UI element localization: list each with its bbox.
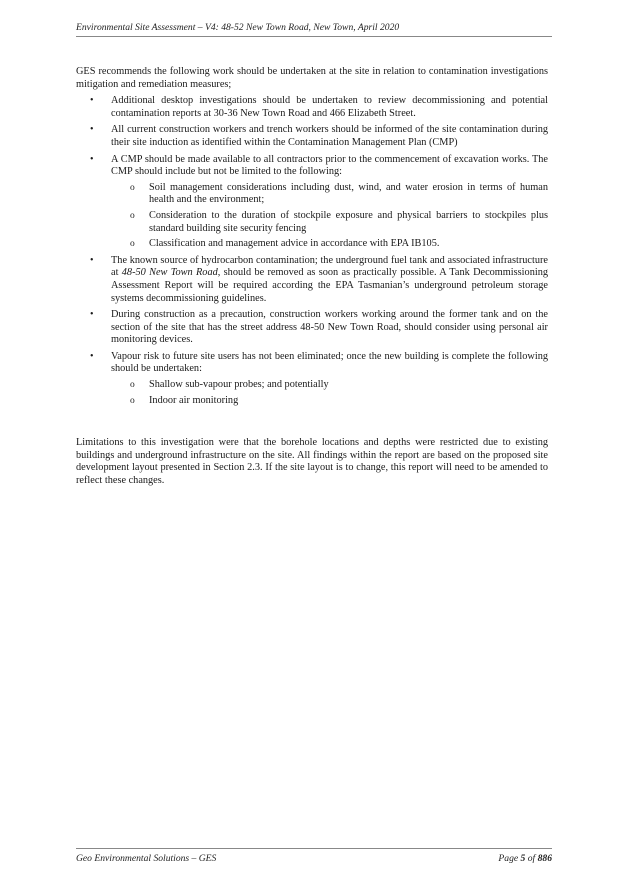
list-item: • All current construction workers and trench workers should be informed of the site contamination during their site induction as identified within the Contamination Management Plan (CMP) [90,124,548,148]
footer-org: Geo Environmental Solutions – GES [76,853,217,864]
limitations-paragraph: Limitations to this investigation were that the borehole locations and depths were restricted due to existing buildings and underground infrastructure on the site. All findings within the report are based on the proposed site development layout presented in Section 2.3. If the site layout is to change, this report will need to be amended to reflect these changes. [76,437,548,487]
hollow-bullet-icon: o [130,239,135,250]
recommendations-list [76,95,548,407]
list-item: • During construction as a precaution, construction workers working around the former tank and on the section of the site that has the street address 48-50 New Town Road, should consider using personal air monitoring devices. [90,309,548,346]
vapour-sub-list [111,379,548,407]
bullet-icon: • [90,309,94,321]
intro-paragraph: GES recommends the following work should be undertaken at the site in relation to contamination investigations mitigation and remediation measures; [76,66,548,90]
list-item: • A CMP should be made available to all contractors prior to the commencement of excavation works. The CMP should include but not be limited to the following: o Soil management considerations including dust, wind, and water erosion in terms of human health and the environment; o Consideration to the duration of stockpile exposure and physical barriers to stockpiles plus standard building site security fencing o Classification and management advice in accordance with EPA IB105. [90,153,548,250]
header-title: Environmental Site Assessment – V4: 48-52 New Town Road, New Town, April 2020 [76,22,400,33]
sub-list-item: o Indoor air monitoring [130,394,239,406]
site-address-italic: 48-50 New Town Road [121,267,218,279]
hollow-bullet-icon: o [130,380,135,391]
page-footer [76,848,552,864]
bullet-icon: • [90,95,94,107]
cmp-sub-list [111,182,548,251]
list-item: • Additional desktop investigations should be undertaken to review decommissioning and potential contamination reports at 30-36 New Town Road and 466 Elizabeth Street. [90,95,548,119]
bullet-icon: • [90,124,94,136]
sub-list-item: o Classification and management advice in accordance with EPA IB105. [130,238,440,250]
page-current: 5 [520,853,526,864]
sub-list-item: o Shallow sub-vapour probes; and potentially [130,379,329,391]
hollow-bullet-icon: o [130,182,135,193]
document-body [76,66,548,488]
list-item: • The known source of hydrocarbon contamination; the underground fuel tank and associated infrastructure at 48-50 New Town Road, should be removed as soon as practically possible. A Tank Decommissioning Assessment Report will be required according the EPA Tasmanian’s underground petroleum storage systems decommissioning guidelines. [90,254,549,304]
bullet-icon: • [90,254,94,266]
hollow-bullet-icon: o [130,210,135,221]
page-header [76,22,552,37]
sub-list-item: o Soil management considerations including dust, wind, and water erosion in terms of human health and the environment; [130,181,548,206]
page-total: 886 [537,853,552,864]
page-number: Page 5 of 886 [498,853,552,864]
bullet-icon: • [90,153,94,165]
list-item: • Vapour risk to future site users has not been eliminated; once the new building is complete the following should be undertaken: o Shallow sub-vapour probes; and potentially o Indoor air monitoring [90,350,548,406]
hollow-bullet-icon: o [130,395,135,406]
sub-list-item: o Consideration to the duration of stockpile exposure and physical barriers to stockpiles plus standard building site security fencing [130,209,548,234]
bullet-icon: • [90,350,94,362]
